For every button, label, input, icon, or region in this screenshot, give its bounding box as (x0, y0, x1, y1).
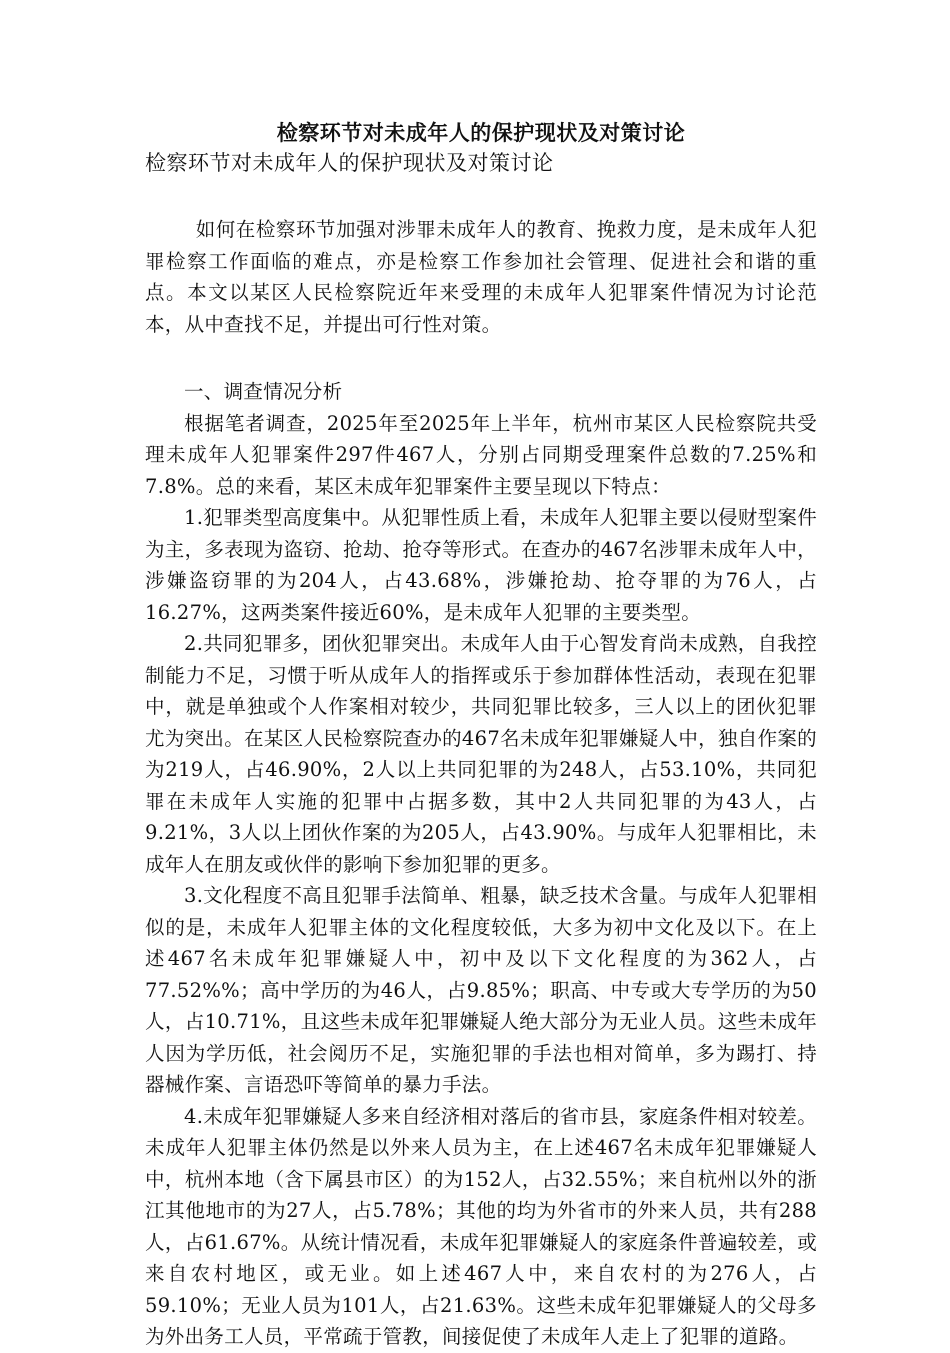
intro-paragraph: 如何在检察环节加强对涉罪未成年人的教育、挽救力度，是未成年人犯罪检察工作面临的难点，亦是检察工作参加社会管理、促进社会和谐的重点。本文以某区人民检察院近年来受理的未成年人犯罪案件情况为讨论范本，从中查找不足，并提出可行性对策。 (145, 218, 817, 336)
body-paragraph: 4.未成年犯罪嫌疑人多来自经济相对落后的省市县，家庭条件相对较差。未成年人犯罪主体仍然是以外来人员为主，在上述467名未成年犯罪嫌疑人中，杭州本地（含下属县市区）的为152人，占32.55%；来自杭州以外的浙江其他地市的为27人，占5.78%；其他的均为外省市的外来人员，共有288人，占61.67%。从统计情况看，未成年犯罪嫌疑人的家庭条件普遍较差，或来自农村地区，或无业。如上述467人中，来自农村的为276人，占59.10%；无业人员为101人，占21.63%。这些未成年犯罪嫌疑人的父母多为外出务工人员，平常疏于管教，间接促使了未成年人走上了犯罪的道路。 (145, 1104, 818, 1348)
document-title: 检察环节对未成年人的保护现状及对策讨论 (276, 120, 686, 145)
body-paragraph: 3.文化程度不高且犯罪手法简单、粗暴，缺乏技术含量。与成年人犯罪相似的是，未成年人犯罪主体的文化程度较低，大多为初中文化及以下。在上述467名未成年犯罪嫌疑人中，初中及以下文化程度的为362人，占77.52%%；高中学历的为46人，占9.85%；职高、中专或大专学历的为50人，占10.71%，且这些未成年犯罪嫌疑人绝大部分为无业人员。这些未成年人因为学历低，社会阅历不足，实施犯罪的手法也相对简单，多为踢打、持器械作案、言语恐吓等简单的暴力手法。 (145, 884, 818, 1096)
body-paragraph: 1.犯罪类型高度集中。从犯罪性质上看，未成年人犯罪主要以侵财型案件为主，多表现为盗窃、抢劫、抢夺等形式。在查办的467名涉罪未成年人中，涉嫌盗窃罪的为204人，占43.68%，涉嫌抢劫、抢夺罪的为76人，占16.27%，这两类案件接近60%，是未成年人犯罪的主要类型。 (145, 506, 818, 624)
document-subtitle: 检察环节对未成年人的保护现状及对策讨论 (145, 151, 554, 175)
body-paragraph: 根据笔者调查，2025年至2025年上半年，杭州市某区人民检察院共受理未成年人犯罪案件297件467人，分别占同期受理案件总数的7.25%和7.8%。总的来看，某区未成年犯罪案件主要呈现以下特点： (145, 411, 817, 498)
body-paragraph: 2.共同犯罪多，团伙犯罪突出。未成年人由于心智发育尚未成熟，自我控制能力不足，习惯于听从成年人的指挥或乐于参加群体性活动，表现在犯罪中，就是单独或个人作案相对较少，共同犯罪比较多，三人以上的团伙犯罪尤为突出。在某区人民检察院查办的467名未成年犯罪嫌疑人中，独自作案的为219人，占46.90%，2人以上共同犯罪的为248人，占53.10%，共同犯罪在未成年人实施的犯罪中占据多数，其中2人共同犯罪的为43人，占9.21%，3人以上团伙作案的为205人，占43.90%。与成年人犯罪相比，未成年人在朋友或伙伴的影响下参加犯罪的更多。 (145, 632, 818, 876)
document-page (145, 118, 817, 1353)
section-heading: 一、调查情况分析 (184, 380, 343, 403)
